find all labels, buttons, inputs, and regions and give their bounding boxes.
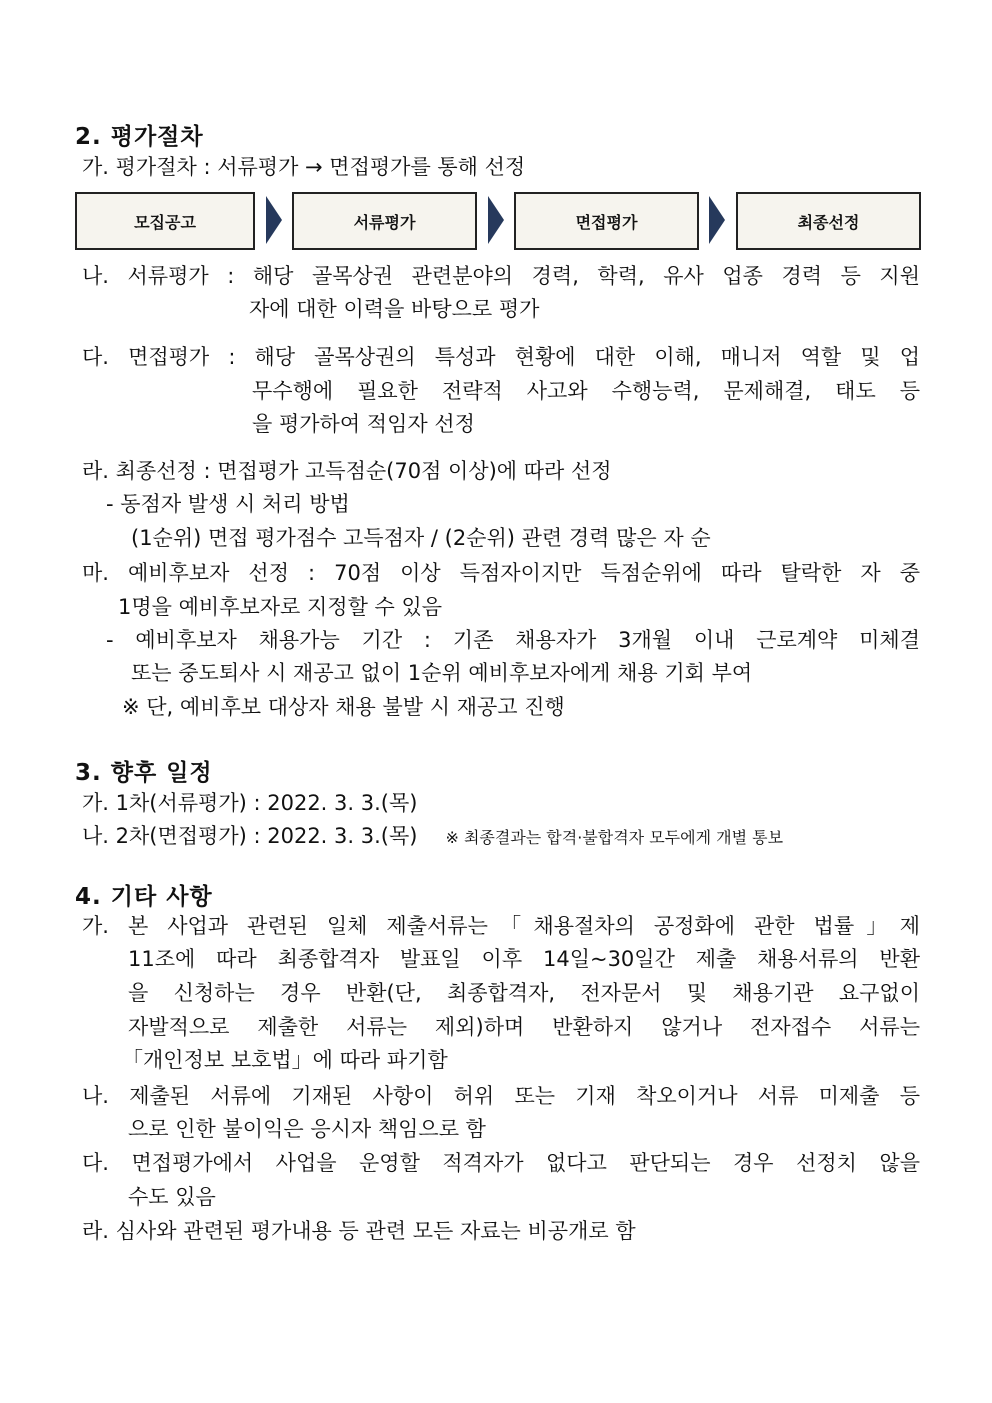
flow-step-interview: 면접평가: [514, 192, 699, 250]
s2-da-3: 을 평가하여 적임자 선정: [252, 412, 475, 436]
s2-ma-2: 1명을 예비후보자로 지정할 수 있음: [118, 595, 443, 619]
s2-ma-4: 또는 중도퇴사 시 재공고 없이 1순위 예비후보자에게 채용 기회 부여: [131, 661, 753, 685]
s4-ga-3: 을 신청하는 경우 반환(단, 최종합격자, 전자문서 및 채용기관 요구없이: [128, 981, 920, 1005]
s4-da-1: 다. 면접평가에서 사업을 운영할 적격자가 없다고 판단되는 경우 선정치 않을: [82, 1151, 920, 1175]
section-4-heading: 4. 기타 사항: [75, 884, 213, 910]
process-flow: [75, 192, 921, 250]
flow-arrow-icon: [266, 196, 282, 244]
flow-step-recruit: 모집공고: [75, 192, 255, 250]
s4-ga-4: 자발적으로 제출한 서류는 제외)하며 반환하지 않거나 전자접수 서류는: [128, 1015, 920, 1039]
section-3-heading: 3. 향후 일정: [75, 760, 213, 786]
section-2-heading: 2. 평가절차: [75, 124, 204, 150]
s4-na-1: 나. 제출된 서류에 기재된 사항이 허위 또는 기재 착오이거나 서류 미제출 등: [82, 1084, 920, 1108]
s2-ra-2: - 동점자 발생 시 처리 방법: [106, 492, 350, 516]
s2-ra-3: (1순위) 면접 평가점수 고득점자 / (2순위) 관련 경력 많은 자 순: [131, 526, 711, 550]
s3-na-row: [82, 826, 783, 847]
s3-na: 나. 2차(면접평가) : 2022. 3. 3.(목): [82, 824, 418, 848]
s2-ga: 가. 평가절차 : 서류평가 → 면접평가를 통해 선정: [82, 155, 526, 179]
s4-ga-1: 가. 본 사업과 관련된 일체 제출서류는「채용절차의 공정화에 관한 법률」제: [82, 914, 920, 938]
s4-ga-5: 「개인정보 보호법」에 따라 파기함: [122, 1048, 448, 1072]
s3-ga: 가. 1차(서류평가) : 2022. 3. 3.(목): [82, 791, 418, 815]
s2-da-2: 무수행에 필요한 전략적 사고와 수행능력, 문제해결, 태도 등: [252, 379, 920, 403]
s2-da-1: 다. 면접평가 : 해당 골목상권의 특성과 현황에 대한 이해, 매니저 역할 및 업: [82, 345, 920, 369]
s2-ma-3: - 예비후보자 채용가능 기간 : 기존 채용자가 3개월 이내 근로계약 미체결: [106, 628, 920, 652]
s2-na-1: 나. 서류평가 : 해당 골목상권 관련분야의 경력, 학력, 유사 업종 경력 등 지원: [82, 264, 920, 288]
flow-arrow-icon: [488, 196, 504, 244]
s4-na-2: 으로 인한 불이익은 응시자 책임으로 함: [128, 1117, 486, 1141]
s2-na-2: 자에 대한 이력을 바탕으로 평가: [249, 297, 540, 321]
s2-ra-1: 라. 최종선정 : 면접평가 고득점순(70점 이상)에 따라 선정: [82, 459, 612, 483]
s4-da-2: 수도 있음: [128, 1185, 216, 1209]
flow-step-document: 서류평가: [292, 192, 477, 250]
s4-ga-2: 11조에 따라 최종합격자 발표일 이후 14일~30일간 제출 채용서류의 반환: [128, 947, 920, 971]
s4-ra: 라. 심사와 관련된 평가내용 등 관련 모든 자료는 비공개로 함: [82, 1219, 636, 1243]
s2-ma-5: ※ 단, 예비후보 대상자 채용 불발 시 재공고 진행: [122, 695, 565, 719]
flow-arrow-icon: [709, 196, 725, 244]
s3-note: ※ 최종결과는 합격·불합격자 모두에게 개별 통보: [445, 828, 784, 847]
s2-ma-1: 마. 예비후보자 선정 : 70점 이상 득점자이지만 득점순위에 따라 탈락한 자 중: [82, 561, 920, 585]
flow-step-final: 최종선정: [736, 192, 921, 250]
